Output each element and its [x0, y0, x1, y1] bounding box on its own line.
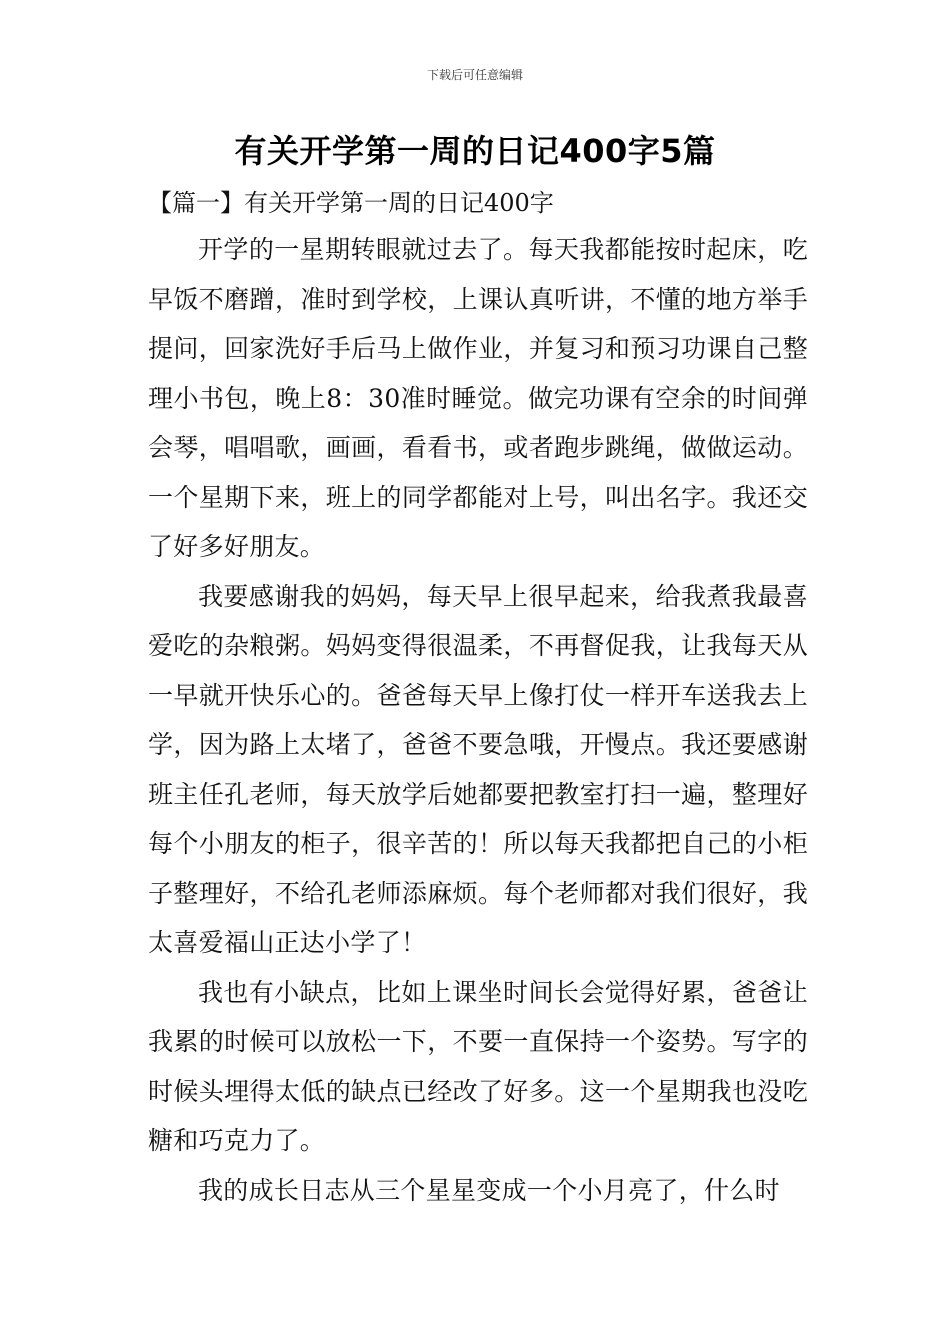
paragraph: 我的成长日志从三个星星变成一个小月亮了，什么时	[198, 1175, 780, 1205]
header-note: 下载后可任意编辑	[426, 68, 523, 82]
section-heading: 【篇一】有关开学第一周的日记400字	[148, 189, 554, 217]
body-text	[148, 225, 808, 1215]
paragraph: 开学的一星期转眼就过去了。每天我都能按时起床，吃早饭不磨蹭，准时到学校，上课认真听讲，不懂的地方举手提问，回家洗好手后马上做作业，并复习和预习功课自己整理小书包，晚上8：30准时睡觉。做完功课有空余的时间弹会琴，唱唱歌，画画，看看书，或者跑步跳绳，做做运动。一个星期下来，班上的同学都能对上号，叫出名字。我还交了好多好朋友。	[148, 235, 808, 561]
paragraph: 我要感谢我的妈妈，每天早上很早起来，给我煮我最喜爱吃的杂粮粥。妈妈变得很温柔，不再督促我，让我每天从一早就开快乐心的。爸爸每天早上像打仗一样开车送我去上学，因为路上太堵了，爸爸不要急哦，开慢点。我还要感谢班主任孔老师，每天放学后她都要把教室打扫一遍，整理好每个小朋友的柜子，很辛苦的！所以每天我都把自己的小柜子整理好，不给孔老师添麻烦。每个老师都对我们很好，我太喜爱福山正达小学了！	[148, 581, 808, 957]
paragraph: 我也有小缺点，比如上课坐时间长会觉得好累，爸爸让我累的时候可以放松一下，不要一直保持一个姿势。写字的时候头埋得太低的缺点已经改了好多。这一个星期我也没吃糖和巧克力了。	[148, 977, 808, 1155]
document-title: 有关开学第一周的日记400字5篇	[234, 132, 716, 170]
